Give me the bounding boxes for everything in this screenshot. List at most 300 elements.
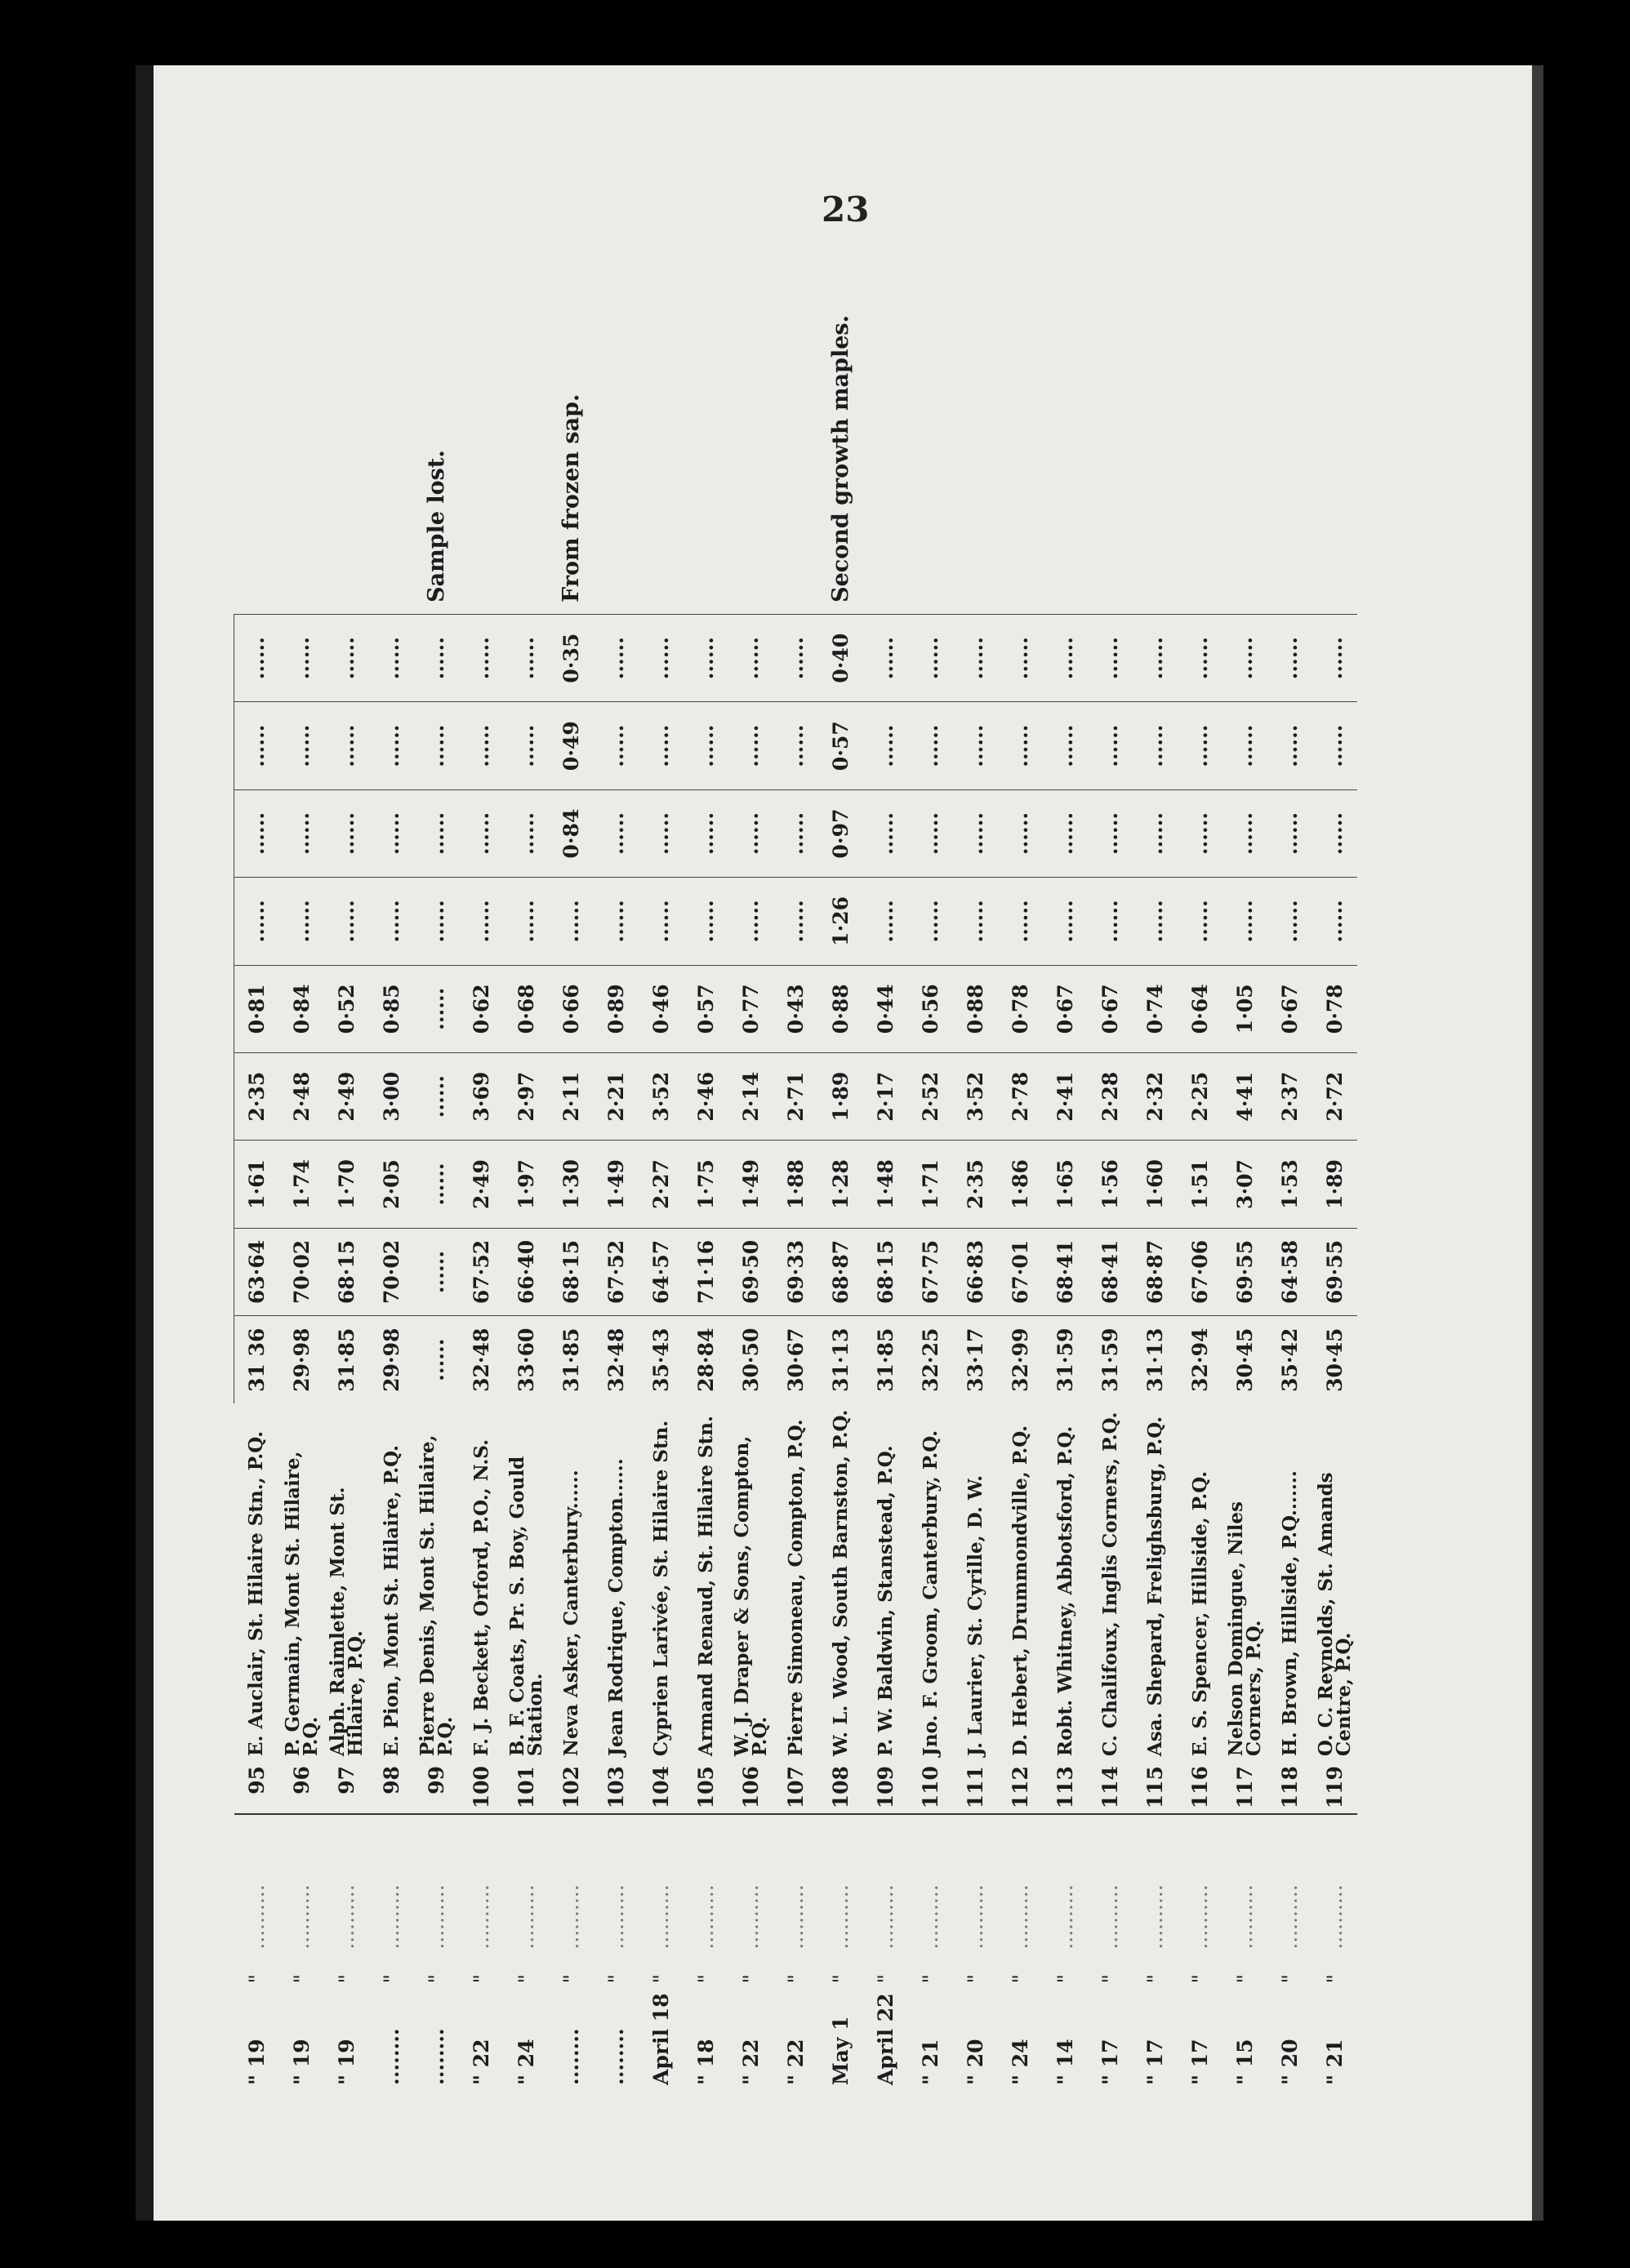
cell-h: ...... xyxy=(459,702,504,789)
cell-b: 67·52 xyxy=(594,1228,639,1316)
cell-num: 101 xyxy=(514,1766,538,1809)
cell-dots: .......... xyxy=(908,1814,953,1954)
cell-a: 31·13 xyxy=(818,1316,863,1403)
cell-date: " 17 xyxy=(1188,2039,1212,2085)
cell-num: 110 xyxy=(919,1766,942,1809)
cell-b: 64·58 xyxy=(1267,1228,1312,1316)
cell-d: ...... xyxy=(414,1052,459,1140)
cell-h: 0·49 xyxy=(549,702,594,789)
table-row xyxy=(459,310,504,2090)
cell-q: " xyxy=(290,1973,314,1984)
cell-dots: .......... xyxy=(863,1814,908,1954)
cell-a: 29·98 xyxy=(369,1316,414,1403)
cell-f: ...... xyxy=(1088,878,1133,965)
cell-c: 1·49 xyxy=(594,1141,639,1228)
cell-dots: .......... xyxy=(1222,1814,1267,1954)
cell-d: 2·48 xyxy=(279,1052,324,1140)
cell-b: 69·55 xyxy=(1222,1228,1267,1316)
cell-g: ...... xyxy=(594,789,639,877)
cell-date: " 21 xyxy=(919,2039,942,2085)
cell-a: 31·13 xyxy=(1133,1316,1178,1403)
cell-f: ...... xyxy=(549,878,594,965)
cell-remark xyxy=(459,310,504,614)
cell-d: 3·69 xyxy=(459,1052,504,1140)
cell-e: 0·67 xyxy=(1043,965,1088,1052)
cell-name: H. Brown, Hillside, P.Q....... xyxy=(1278,1470,1301,1757)
cell-b: 68·15 xyxy=(549,1228,594,1316)
cell-a: 30·45 xyxy=(1312,1316,1357,1403)
cell-f: ...... xyxy=(279,878,324,965)
cell-a: 31·85 xyxy=(549,1316,594,1403)
cell-num: 105 xyxy=(694,1766,718,1809)
table-row xyxy=(1312,310,1357,2090)
cell-name: D. Hebert, Drummondville, P.Q. xyxy=(1009,1425,1031,1757)
cell-g: ...... xyxy=(459,789,504,877)
table-row xyxy=(1088,310,1133,2090)
cell-c: 1·71 xyxy=(908,1141,953,1228)
cell-a: 31·85 xyxy=(863,1316,908,1403)
cell-name: F. J. Beckett, Orford, P.O., N.S. xyxy=(470,1439,492,1757)
cell-num: 103 xyxy=(604,1766,628,1809)
cell-g: ...... xyxy=(998,789,1043,877)
cell-i: ...... xyxy=(639,614,684,702)
cell-num: 111 xyxy=(964,1766,987,1809)
cell-num: 95 xyxy=(244,1766,269,1794)
cell-date: " 15 xyxy=(1233,2039,1257,2085)
table-row xyxy=(1178,310,1222,2090)
cell-c: ...... xyxy=(414,1141,459,1228)
cell-q: " xyxy=(559,1973,583,1984)
cell-g: ...... xyxy=(324,789,369,877)
cell-date: April 22 xyxy=(874,1993,897,2085)
cell-num: 106 xyxy=(739,1766,763,1809)
cell-q: " xyxy=(335,1973,359,1984)
cell-date: ........ xyxy=(380,2028,403,2085)
cell-remark xyxy=(639,310,684,614)
cell-i: ...... xyxy=(1312,614,1357,702)
cell-remark: Second growth maples. xyxy=(828,315,853,603)
cell-dots: .......... xyxy=(818,1814,863,1954)
cell-remark xyxy=(908,310,953,614)
cell-dots: .......... xyxy=(1312,1814,1357,1954)
cell-a: 31·59 xyxy=(1043,1316,1088,1403)
cell-e: 0·77 xyxy=(728,965,773,1052)
cell-a: 29·98 xyxy=(279,1316,324,1403)
cell-c: 1·53 xyxy=(1267,1141,1312,1228)
cell-g: ...... xyxy=(1133,789,1178,877)
cell-name: Cyprien Larivée, St. Hilaire Stn. xyxy=(649,1420,672,1757)
cell-d: 2·14 xyxy=(728,1052,773,1140)
cell-h: ...... xyxy=(1312,702,1357,789)
cell-f: ...... xyxy=(908,878,953,965)
cell-dots: .......... xyxy=(1133,1814,1178,1954)
cell-dots: .......... xyxy=(1267,1814,1312,1954)
cell-name: Alph. Raimlette, Mont St. Hilaire, P.Q. xyxy=(326,1487,367,1757)
cell-q: " xyxy=(1053,1973,1077,1984)
cell-c: 2·49 xyxy=(459,1141,504,1228)
cell-f: ...... xyxy=(459,878,504,965)
cell-f: ...... xyxy=(863,878,908,965)
cell-b: 68·15 xyxy=(324,1228,369,1316)
cell-num: 97 xyxy=(335,1766,359,1794)
cell-a: 32·94 xyxy=(1178,1316,1222,1403)
cell-f: ...... xyxy=(594,878,639,965)
cell-a: 31·59 xyxy=(1088,1316,1133,1403)
cell-e: 0·88 xyxy=(818,965,863,1052)
cell-b: 66·83 xyxy=(953,1228,998,1316)
cell-b: 70·02 xyxy=(369,1228,414,1316)
cell-name: O. C. Reynolds, St. Amands Centre, P.Q. xyxy=(1314,1472,1355,1757)
cell-c: 1·48 xyxy=(863,1141,908,1228)
cell-remark xyxy=(234,310,280,614)
cell-a: 31·85 xyxy=(324,1316,369,1403)
cell-h: ...... xyxy=(234,702,280,789)
cell-c: 1·28 xyxy=(818,1141,863,1228)
cell-num: 114 xyxy=(1098,1766,1122,1809)
cell-remark xyxy=(1312,310,1357,614)
cell-b: 63·64 xyxy=(234,1228,280,1316)
table-row xyxy=(728,310,773,2090)
cell-g: ...... xyxy=(1312,789,1357,877)
cell-date: ........ xyxy=(604,2028,628,2085)
cell-date: April 18 xyxy=(649,1993,673,2085)
cell-f: ...... xyxy=(639,878,684,965)
sap-analysis-table xyxy=(234,310,1357,2090)
cell-f: ...... xyxy=(728,878,773,965)
cell-date: " 19 xyxy=(335,2039,359,2085)
cell-h: ...... xyxy=(953,702,998,789)
cell-i: ...... xyxy=(1133,614,1178,702)
cell-dots: .......... xyxy=(1088,1814,1133,1954)
cell-dots: .......... xyxy=(549,1814,594,1954)
cell-d: 3·52 xyxy=(639,1052,684,1140)
cell-g: ...... xyxy=(639,789,684,877)
cell-i: ...... xyxy=(953,614,998,702)
cell-c: 1·97 xyxy=(504,1141,549,1228)
cell-e: 0·43 xyxy=(773,965,818,1052)
cell-q: " xyxy=(1009,1973,1032,1984)
cell-g: ...... xyxy=(504,789,549,877)
cell-a: 35·42 xyxy=(1267,1316,1312,1403)
cell-dots: .......... xyxy=(1178,1814,1222,1954)
cell-c: 1·89 xyxy=(1312,1141,1357,1228)
cell-h: ...... xyxy=(728,702,773,789)
cell-c: 3·07 xyxy=(1222,1141,1267,1228)
cell-dots: .......... xyxy=(324,1814,369,1954)
cell-g: 0·97 xyxy=(818,789,863,877)
cell-e: 1·05 xyxy=(1222,965,1267,1052)
cell-dots: .......... xyxy=(414,1814,459,1954)
cell-d: 2·17 xyxy=(863,1052,908,1140)
cell-date: " 14 xyxy=(1053,2039,1077,2085)
cell-num: 116 xyxy=(1188,1766,1212,1809)
table-row xyxy=(908,310,953,2090)
cell-h: ...... xyxy=(504,702,549,789)
cell-num: 100 xyxy=(470,1766,493,1809)
cell-remark xyxy=(1267,310,1312,614)
cell-f: ...... xyxy=(953,878,998,965)
cell-b: 71·16 xyxy=(684,1228,728,1316)
cell-remark xyxy=(504,310,549,614)
cell-e: 0·74 xyxy=(1133,965,1178,1052)
cell-i: ...... xyxy=(773,614,818,702)
cell-remark xyxy=(1133,310,1178,614)
cell-g: ...... xyxy=(684,789,728,877)
cell-h: ...... xyxy=(773,702,818,789)
cell-c: 1·51 xyxy=(1178,1141,1222,1228)
cell-e: 0·67 xyxy=(1088,965,1133,1052)
cell-i: ...... xyxy=(863,614,908,702)
cell-remark xyxy=(998,310,1043,614)
cell-q: " xyxy=(739,1973,763,1984)
cell-a: 28·84 xyxy=(684,1316,728,1403)
cell-g: ...... xyxy=(773,789,818,877)
cell-h: ...... xyxy=(1043,702,1088,789)
cell-d: 2·72 xyxy=(1312,1052,1357,1140)
table-row xyxy=(953,310,998,2090)
cell-remark xyxy=(279,310,324,614)
table-row xyxy=(234,310,280,2090)
cell-num: 118 xyxy=(1278,1766,1302,1809)
cell-h: ...... xyxy=(998,702,1043,789)
cell-num: 113 xyxy=(1053,1766,1077,1809)
cell-d: 2·46 xyxy=(684,1052,728,1140)
cell-f: ...... xyxy=(1133,878,1178,965)
cell-f: 1·26 xyxy=(818,878,863,965)
cell-remark xyxy=(1222,310,1267,614)
cell-c: 2·27 xyxy=(639,1141,684,1228)
cell-name: Pierre Simoneau, Compton, P.Q. xyxy=(784,1419,807,1757)
cell-c: 2·05 xyxy=(369,1141,414,1228)
cell-g: 0·84 xyxy=(549,789,594,877)
cell-b: 67·01 xyxy=(998,1228,1043,1316)
cell-d: 1·89 xyxy=(818,1052,863,1140)
cell-e: 0·67 xyxy=(1267,965,1312,1052)
cell-i: ...... xyxy=(459,614,504,702)
cell-num: 96 xyxy=(290,1766,314,1794)
cell-q: " xyxy=(649,1973,673,1984)
cell-g: ...... xyxy=(908,789,953,877)
cell-g: ...... xyxy=(1088,789,1133,877)
cell-i: ...... xyxy=(998,614,1043,702)
cell-name: Nelson Domingue, Niles Corners, P.Q. xyxy=(1224,1501,1265,1757)
cell-dots: .......... xyxy=(639,1814,684,1954)
cell-g: ...... xyxy=(953,789,998,877)
cell-date: ........ xyxy=(559,2028,583,2085)
cell-a: 32·48 xyxy=(594,1316,639,1403)
cell-i: ...... xyxy=(728,614,773,702)
cell-q: " xyxy=(964,1973,987,1984)
cell-f: ...... xyxy=(1043,878,1088,965)
cell-a: 32·48 xyxy=(459,1316,504,1403)
cell-q: " xyxy=(1143,1973,1167,1984)
cell-name: E. S. Spencer, Hillside, P.Q. xyxy=(1188,1470,1211,1757)
cell-num: 115 xyxy=(1143,1766,1167,1809)
cell-e: 0·56 xyxy=(908,965,953,1052)
cell-q: " xyxy=(919,1973,942,1984)
cell-q: " xyxy=(874,1973,897,1984)
book-page xyxy=(136,65,1532,2221)
cell-num: 98 xyxy=(380,1766,403,1794)
cell-dots: .......... xyxy=(953,1814,998,1954)
cell-date: " 22 xyxy=(470,2039,493,2085)
cell-dots: .......... xyxy=(459,1814,504,1954)
table-row xyxy=(504,310,549,2090)
cell-i: ...... xyxy=(504,614,549,702)
cell-date: " 19 xyxy=(290,2039,314,2085)
cell-i: ...... xyxy=(234,614,280,702)
cell-date: " 20 xyxy=(964,2039,987,2085)
cell-e: 0·52 xyxy=(324,965,369,1052)
cell-dots: .......... xyxy=(594,1814,639,1954)
cell-num: 99 xyxy=(425,1766,448,1794)
cell-i: ...... xyxy=(1043,614,1088,702)
cell-name: Armand Renaud, St. Hilaire Stn. xyxy=(694,1416,717,1757)
cell-h: ...... xyxy=(639,702,684,789)
cell-h: ...... xyxy=(594,702,639,789)
cell-a: 30·67 xyxy=(773,1316,818,1403)
cell-d: 2·25 xyxy=(1178,1052,1222,1140)
cell-h: ...... xyxy=(369,702,414,789)
cell-date: " 18 xyxy=(694,2039,718,2085)
cell-i: 0·35 xyxy=(549,614,594,702)
cell-c: 2·35 xyxy=(953,1141,998,1228)
cell-i: ...... xyxy=(414,614,459,702)
cell-a: 33·17 xyxy=(953,1316,998,1403)
cell-remark: Sample lost. xyxy=(424,450,449,603)
cell-b: 69·33 xyxy=(773,1228,818,1316)
cell-g: ...... xyxy=(1043,789,1088,877)
cell-dots: .......... xyxy=(773,1814,818,1954)
cell-c: 1·30 xyxy=(549,1141,594,1228)
cell-name: Robt. Whitney, Abbotsford, P.Q. xyxy=(1053,1425,1076,1757)
cell-q: " xyxy=(425,1973,448,1984)
cell-q: " xyxy=(829,1973,853,1984)
cell-date: " 22 xyxy=(739,2039,763,2085)
table-body xyxy=(234,310,1358,2090)
cell-date: " 24 xyxy=(514,2039,538,2085)
cell-c: 1·74 xyxy=(279,1141,324,1228)
cell-b: 68·41 xyxy=(1088,1228,1133,1316)
cell-c: 1·70 xyxy=(324,1141,369,1228)
cell-date: " 24 xyxy=(1009,2039,1032,2085)
cell-h: ...... xyxy=(324,702,369,789)
cell-a: ...... xyxy=(414,1316,459,1403)
table-row xyxy=(279,310,324,2090)
cell-f: ...... xyxy=(369,878,414,965)
cell-h: ...... xyxy=(1178,702,1222,789)
cell-date: " 20 xyxy=(1278,2039,1302,2085)
cell-date: " 19 xyxy=(244,2039,269,2085)
cell-b: 64·57 xyxy=(639,1228,684,1316)
cell-d: 2·32 xyxy=(1133,1052,1178,1140)
cell-remark: From frozen sap. xyxy=(559,394,584,603)
table-row xyxy=(1043,310,1088,2090)
cell-name: E. Auclair, St. Hilaire Stn., P.Q. xyxy=(245,1430,268,1757)
table-row xyxy=(863,310,908,2090)
cell-e: 0·46 xyxy=(639,965,684,1052)
cell-c: 1·56 xyxy=(1088,1141,1133,1228)
cell-date: " 17 xyxy=(1143,2039,1167,2085)
cell-e: 0·89 xyxy=(594,965,639,1052)
cell-g: ...... xyxy=(279,789,324,877)
cell-b: 67·75 xyxy=(908,1228,953,1316)
cell-g: ...... xyxy=(1267,789,1312,877)
cell-c: 1·60 xyxy=(1133,1141,1178,1228)
cell-f: ...... xyxy=(1178,878,1222,965)
cell-f: ...... xyxy=(504,878,549,965)
cell-remark xyxy=(1088,310,1133,614)
cell-remark xyxy=(863,310,908,614)
cell-f: ...... xyxy=(414,878,459,965)
cell-date: May 1 xyxy=(829,2016,853,2085)
table-row xyxy=(1267,310,1312,2090)
cell-remark xyxy=(728,310,773,614)
cell-e: 0·68 xyxy=(504,965,549,1052)
rotated-table-block xyxy=(234,310,1426,2090)
cell-h: ...... xyxy=(1133,702,1178,789)
cell-remark xyxy=(369,310,414,614)
cell-i: ...... xyxy=(279,614,324,702)
cell-q: " xyxy=(784,1973,808,1984)
cell-date: ........ xyxy=(425,2028,448,2085)
cell-c: 1·65 xyxy=(1043,1141,1088,1228)
table-row xyxy=(639,310,684,2090)
cell-name: B. F. Coats, Pr. S. Boy, Gould Station. xyxy=(505,1456,546,1757)
cell-date: " 21 xyxy=(1323,2039,1347,2085)
cell-g: ...... xyxy=(728,789,773,877)
page-number: 23 xyxy=(822,189,870,229)
cell-d: 2·52 xyxy=(908,1052,953,1140)
cell-b: 66·40 xyxy=(504,1228,549,1316)
cell-name: Pierre Denis, Mont St. Hilaire, P.Q. xyxy=(416,1434,456,1757)
cell-g: ...... xyxy=(234,789,280,877)
cell-name: E. Pion, Mont St. Hilaire, P.Q. xyxy=(380,1445,403,1757)
cell-q: " xyxy=(1233,1973,1257,1984)
cell-name: P. Germain, Mont St. Hilaire, P.Q. xyxy=(281,1451,322,1757)
cell-f: ...... xyxy=(234,878,280,965)
cell-q: " xyxy=(380,1973,403,1984)
cell-q: " xyxy=(1278,1973,1302,1984)
cell-a: 31 36 xyxy=(234,1316,280,1403)
cell-e: 0·78 xyxy=(1312,965,1357,1052)
cell-i: ...... xyxy=(594,614,639,702)
cell-c: 1·75 xyxy=(684,1141,728,1228)
cell-e: 0·64 xyxy=(1178,965,1222,1052)
cell-e: 0·57 xyxy=(684,965,728,1052)
cell-c: 1·61 xyxy=(234,1141,280,1228)
cell-h: ...... xyxy=(1267,702,1312,789)
cell-f: ...... xyxy=(684,878,728,965)
cell-i: ...... xyxy=(1178,614,1222,702)
cell-h: ...... xyxy=(1222,702,1267,789)
cell-d: 2·35 xyxy=(234,1052,280,1140)
cell-name: Asa. Shepard, Frelighsburg, P.Q. xyxy=(1143,1416,1166,1757)
cell-dots: .......... xyxy=(234,1814,280,1954)
cell-e: 0·78 xyxy=(998,965,1043,1052)
cell-i: ...... xyxy=(684,614,728,702)
cell-dots: .......... xyxy=(684,1814,728,1954)
page-edge xyxy=(1532,65,1543,2221)
cell-name: Jno. F. Groom, Canterbury, P.Q. xyxy=(919,1430,942,1757)
cell-num: 117 xyxy=(1233,1766,1257,1809)
cell-q: " xyxy=(514,1973,538,1984)
cell-i: 0·40 xyxy=(818,614,863,702)
cell-d: 2·49 xyxy=(324,1052,369,1140)
cell-name: W. L. Wood, South Barnston, P.Q. xyxy=(829,1409,852,1757)
cell-num: 112 xyxy=(1009,1766,1032,1809)
cell-e: ...... xyxy=(414,965,459,1052)
